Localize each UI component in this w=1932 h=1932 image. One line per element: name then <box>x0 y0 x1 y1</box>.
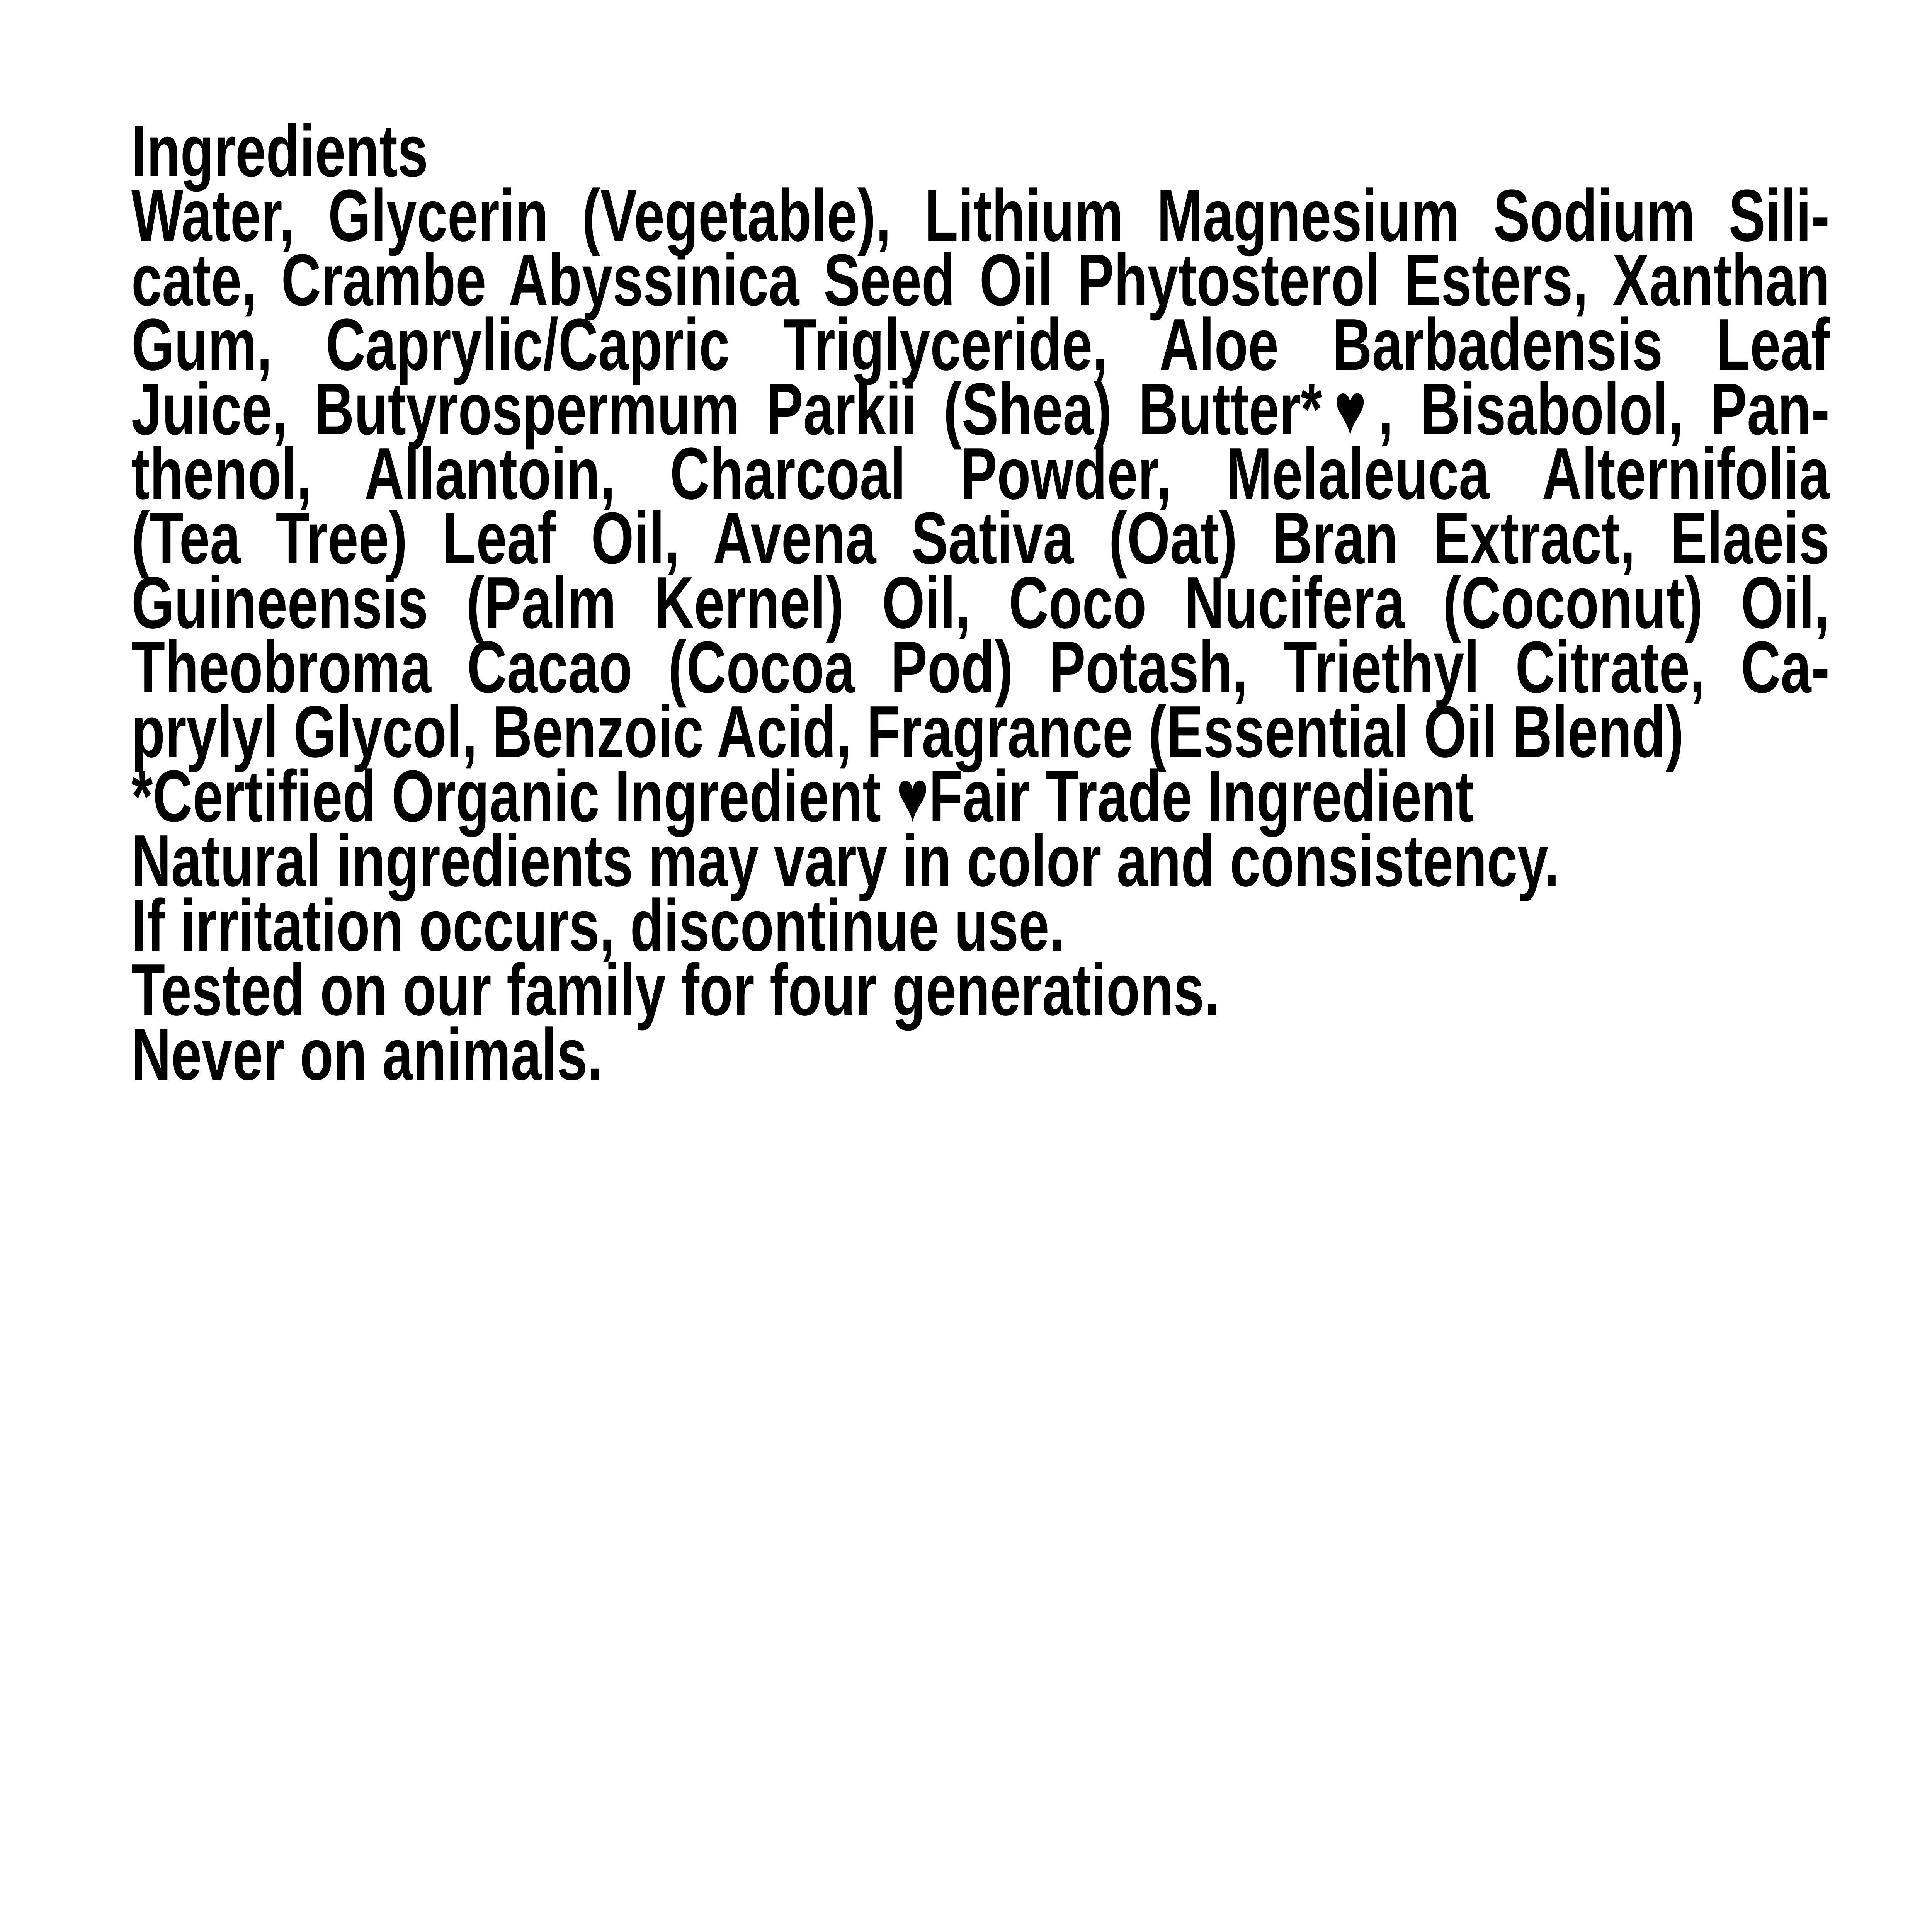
ingredients-line-8: Theobroma Cacao (Cocoa Pod) Potash, Triethyl Citrate, Ca- <box>131 626 1830 708</box>
ingredients-line-3: Gum, Caprylic/Capric Triglyceride, Aloe Barbadensis Leaf <box>131 304 1830 386</box>
ingredients-line-1: Water, Glycerin (Vegetable), Lithium Magnesium Sodium Sili- <box>131 175 1830 257</box>
ingredients-line-2: cate, Crambe Abyssinica Seed Oil Phytosterol Esters, Xanthan <box>131 239 1830 321</box>
ingredients-line-4: Juice, Butyrospermum Parkii (Shea) Butter*♥, Bisabolol, Pan- <box>131 368 1830 450</box>
ingredients-line-6: (Tea Tree) Leaf Oil, Avena Sativa (Oat) Bran Extract, Elaeis <box>131 497 1830 579</box>
ingredients-label-panel <box>131 110 1830 1095</box>
legend-line: *Certified Organic Ingredient ♥Fair Trade Ingredient <box>131 755 1474 837</box>
ingredients-line-7: Guineensis (Palm Kernel) Oil, Coco Nucifera (Coconut) Oil, <box>131 562 1830 644</box>
ingredients-heading: Ingredients <box>131 110 429 192</box>
ingredients-line-9: prylyl Glycol, Benzoic Acid, Fragrance (Essential Oil Blend) <box>131 691 1684 773</box>
note-never-animals: Never on animals. <box>131 1014 603 1095</box>
note-tested-family: Tested on our family for four generations. <box>131 949 1219 1031</box>
note-irritation: If irritation occurs, discontinue use. <box>131 884 1065 966</box>
note-color-consistency: Natural ingredients may vary in color and consistency. <box>131 820 1560 902</box>
ingredients-line-5: thenol, Allantoin, Charcoal Powder, Melaleuca Alternifolia <box>131 433 1830 515</box>
